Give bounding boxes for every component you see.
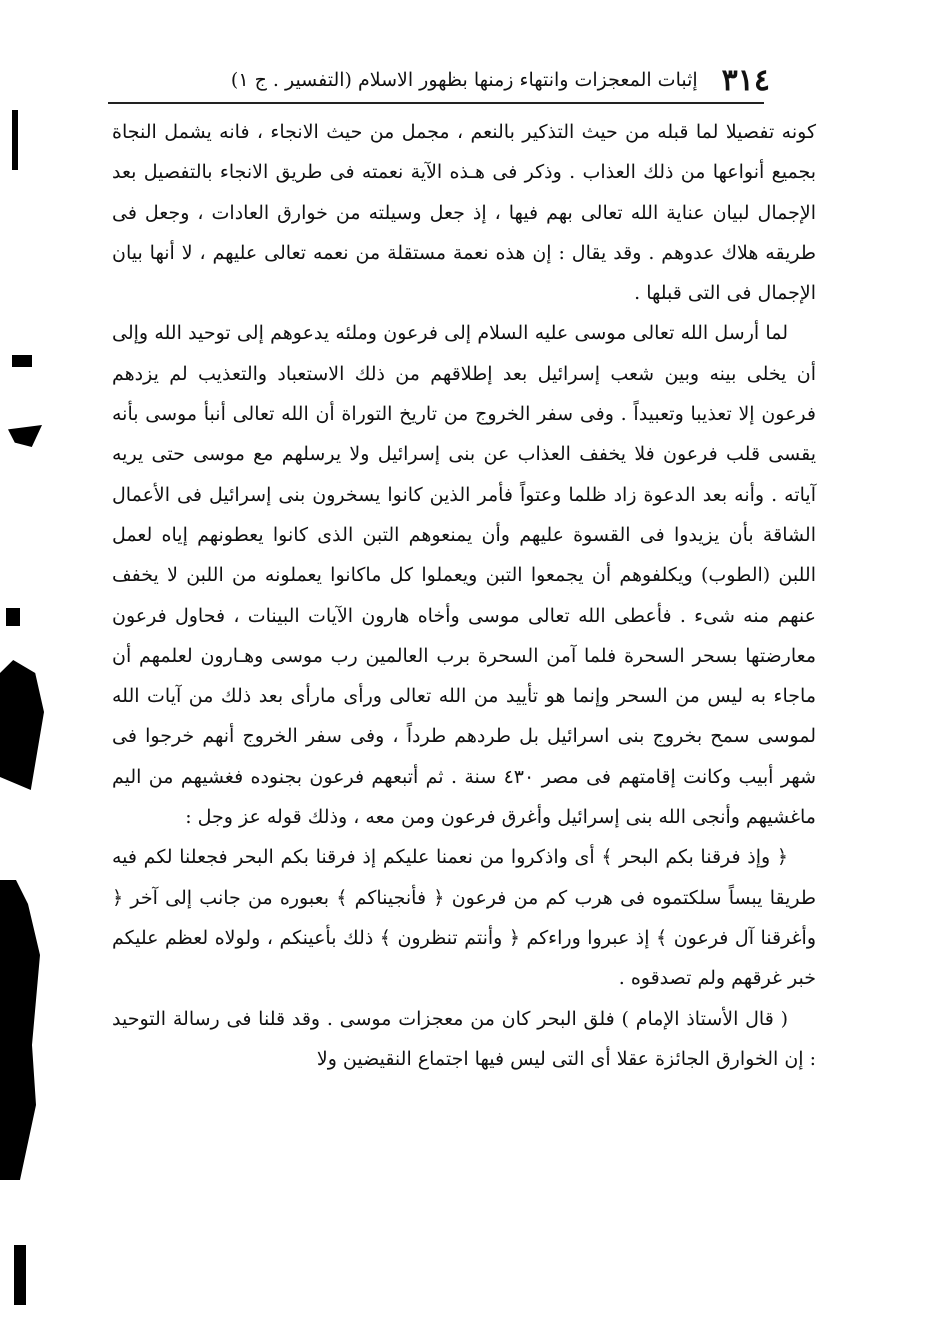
header-rule [108,102,764,104]
page-number: ٣١٤ [721,62,770,98]
scan-edge-mark [6,608,20,626]
paragraph: لما أرسل الله تعالى موسى عليه السلام إلى فرعون وملئه يدعوهم إلى توحيد الله وإلى أن يخلى بينه وبين شعب إسرائيل بعد إطلاقهم من ذلك الاستعباد والتعذيب لم يزدهم فرعون إلا تعذيبا وتعبيداً . وفى سفر الخروج من تاريخ التوراة أن الله تعالى أنبأ موسى بأنه يقسى قلب فرعون فلا يخفف العذاب عن بنى إسرائيل ولا يرسلهم مع موسى حتى يريه آياته . وأنه بعد الدعوة زاد ظلما وعتواً فأمر الذين كانوا يسخرون بنى إسرائيل فى الأعمال الشاقة بأن يزيدوا فى القسوة عليهم وأن يمنعوهم التبن الذى كانوا يعطونهم إياه لعمل اللبن (الطوب) ويكلفوهم أن يجمعوا التبن ويعملوا كل ماكانوا يعملونه من اللبن لا يخفف عنهم منه شىء . فأعطى الله تعالى موسى وأخاه هارون الآيات البينات ، فحاول فرعون معارضتها بسحر السحرة فلما آمن السحرة برب العالمين رب موسى وهـارون لعلمهم أن ماجاء به ليس من السحر وإنما هو تأييد من الله تعالى ورأى مارأى بعد ذلك من آيات الله لموسى سمح بخروج بنى اسرائيل بل طردهم طرداً ، وفى سفر الخروج أنهم خرجوا فى شهر أبيب وكانت إقامتهم فى مصر ٤٣٠ سنة . ثم أتبعهم فرعون بجنوده فغشيهم من اليم ماغشيهم وأنجى الله بنى إسرائيل وأغرق فرعون ومن معه ، وذلك قوله عز وجل : [112,322,816,829]
paragraph: ( قال الأستاذ الإمام ) فلق البحر كان من معجزات موسى . وقد قلنا فى رسالة التوحيد : إن الخوارق الجائزة عقلا أى التى ليس فيها اجتماع النقيضين ولا [112,1007,816,1070]
scan-edge-mark [0,660,44,790]
scan-edge-mark [12,355,32,367]
running-title: إثبات المعجزات وانتهاء زمنها بظهور الاسلام (التفسير . ج ١) [230,69,698,91]
quran-commentary-paragraph: ﴿ وإذ فرقنا بكم البحر ﴾ أى واذكروا من نعمنا عليكم إذ فرقنا بكم البحر فجعلنا لكم فيه طريقا يبساً سلكتموه فى هرب كم من فرعون ﴿ فأنجيناكم ﴾ بعبوره من جانب إلى آخر ﴿ وأغرقنا آل فرعون ﴾ إذ عبروا وراءكم ﴿ وأنتم تنظرون ﴾ ذلك بأعينكم ، ولولاه لعظم عليكم خبر غرقهم ولم تصدقوه . [112,846,816,990]
scan-edge-mark [12,110,18,170]
scan-edge-mark [0,880,40,1180]
scan-edge-mark [8,425,42,447]
scan-edge-mark [14,1245,26,1305]
paragraph: كونه تفصيلا لما قبله من حيث التذكير بالنعم ، مجمل من حيث الانجاء ، فانه يشمل النجاة بجميع أنواعها من ذلك العذاب . وذكر فى هـذه الآية نعمته فى طريق الانجاء بالتفصيل بعد الإجمال لبيان عناية الله تعالى بهم فيها ، إذ جعل وسيلته من خوارق العادات ، وجعل فى طريقه هلاك عدوهم . وقد يقال : إن هذه نعمة مستقلة من نعمه تعالى عليهم ، لا أنها بيان الإجمال فى التى قبلها . [112,121,816,305]
page-header [110,58,770,102]
body-text [112,112,816,1312]
